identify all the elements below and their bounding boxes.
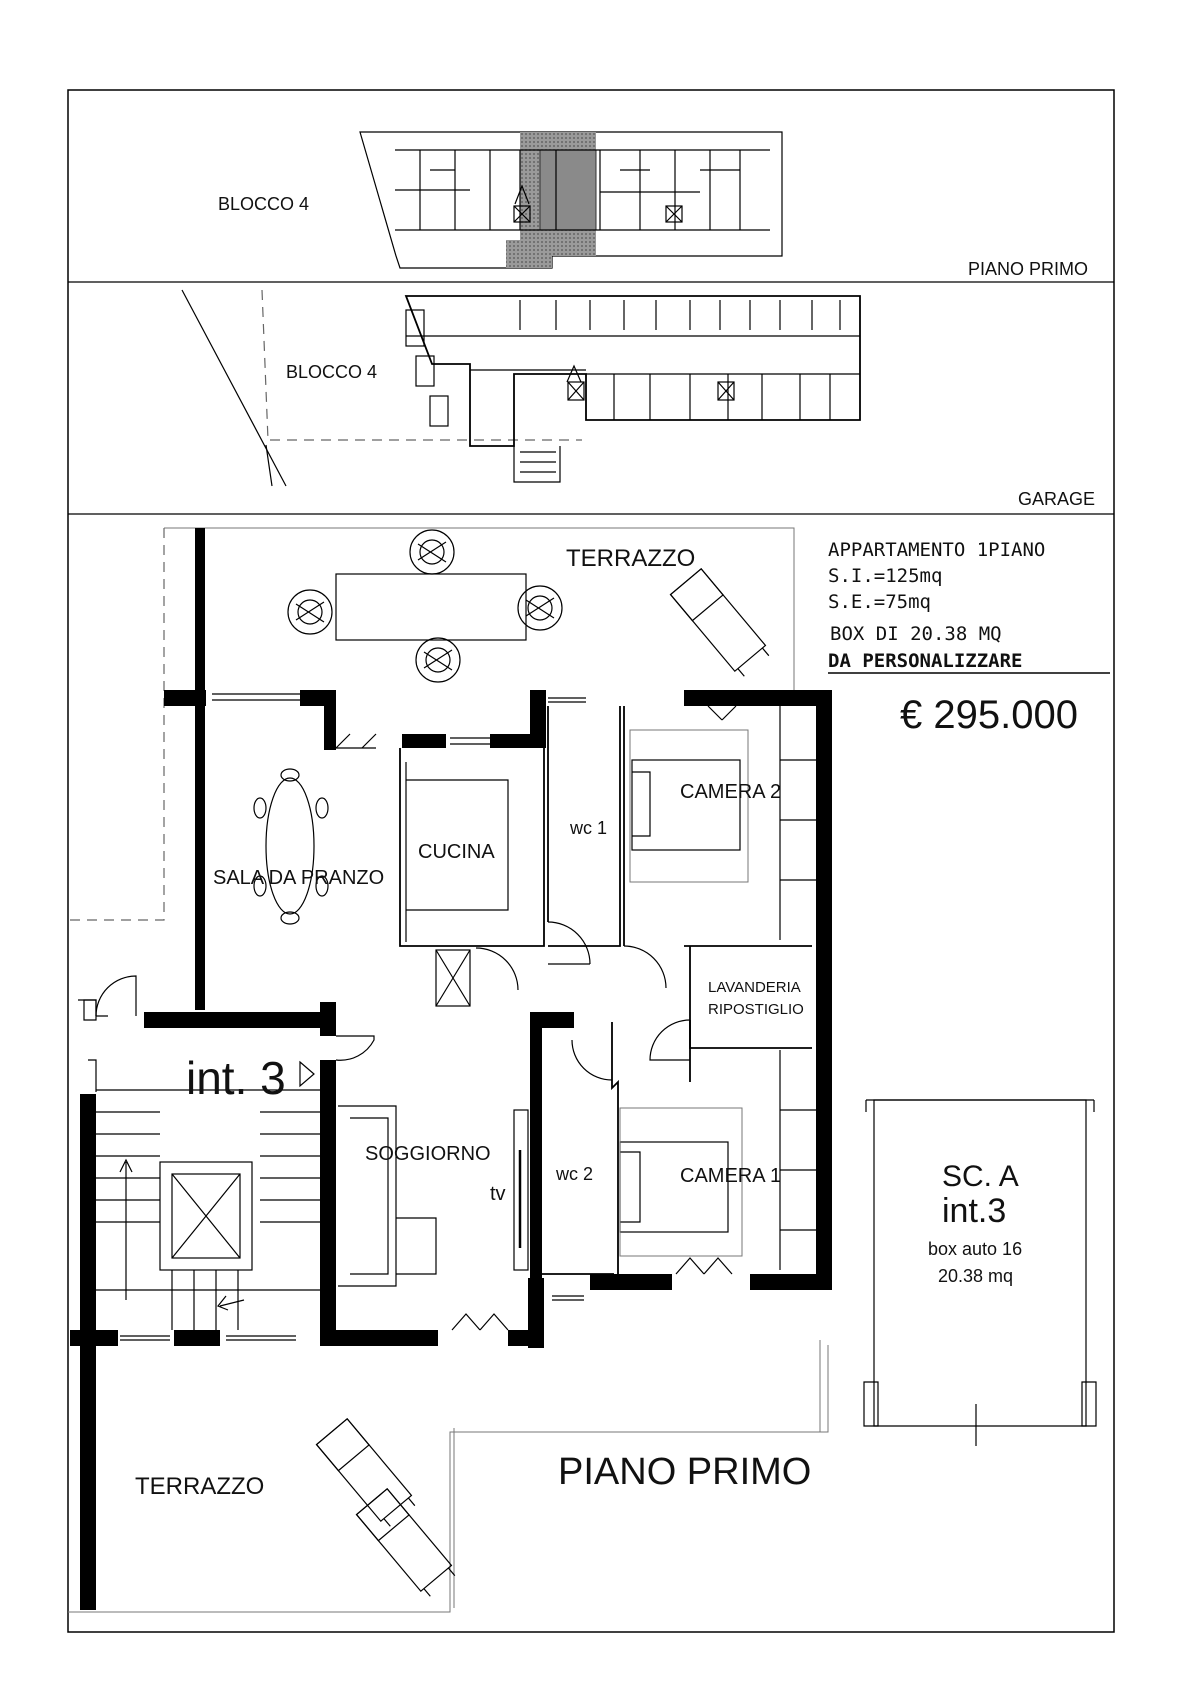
room-kitchen: CUCINA — [418, 841, 495, 863]
garage-stair-label: SC. A — [942, 1160, 1019, 1193]
unit-label: int. 3 — [186, 1052, 286, 1104]
room-terrace-bottom: TERRAZZO — [135, 1473, 265, 1500]
garage-unit-label: int.3 — [942, 1192, 1007, 1230]
room-wc1: wc 1 — [570, 818, 608, 838]
room-wc2: wc 2 — [556, 1164, 594, 1184]
internal-area: S.I.=125mq — [828, 565, 943, 587]
box-area: BOX DI 20.38 MQ — [830, 623, 1002, 645]
tv-label: tv — [490, 1183, 506, 1205]
room-terrace-top: TERRAZZO — [566, 545, 696, 572]
key-plan-garage — [182, 290, 1095, 509]
key-plan-block-label: BLOCCO 4 — [218, 194, 310, 214]
external-area: S.E.=75mq — [828, 591, 931, 613]
customizable-note: DA PERSONALIZZARE — [828, 650, 1023, 672]
garage-box-number: box auto 16 — [928, 1239, 1023, 1259]
room-living: SOGGIORNO — [365, 1143, 491, 1165]
key-plan-floor-label: PIANO PRIMO — [968, 259, 1089, 279]
room-storage: RIPOSTIGLIO — [708, 1001, 804, 1018]
sheet-frame — [68, 90, 1114, 1632]
garage-box-plan — [864, 1100, 1096, 1446]
room-bedroom1: CAMERA 1 — [680, 1165, 782, 1187]
apartment-floor-plan — [68, 528, 832, 1612]
key-plan-first-floor — [218, 132, 1088, 279]
floor-title: PIANO PRIMO — [558, 1451, 812, 1493]
room-dining: SALA DA PRANZO — [213, 867, 385, 889]
room-laundry: LAVANDERIA — [708, 979, 801, 996]
garage-block-label: BLOCCO 4 — [286, 362, 378, 382]
garage-floor-label: GARAGE — [1018, 489, 1096, 509]
price: € 295.000 — [900, 693, 1078, 737]
garage-box-area: 20.38 mq — [938, 1266, 1014, 1286]
listing-info — [828, 539, 1110, 737]
unit-entrance-arrow-icon — [300, 1062, 314, 1086]
listing-title: APPARTAMENTO 1PIANO — [828, 539, 1046, 561]
room-bedroom2: CAMERA 2 — [680, 781, 782, 803]
